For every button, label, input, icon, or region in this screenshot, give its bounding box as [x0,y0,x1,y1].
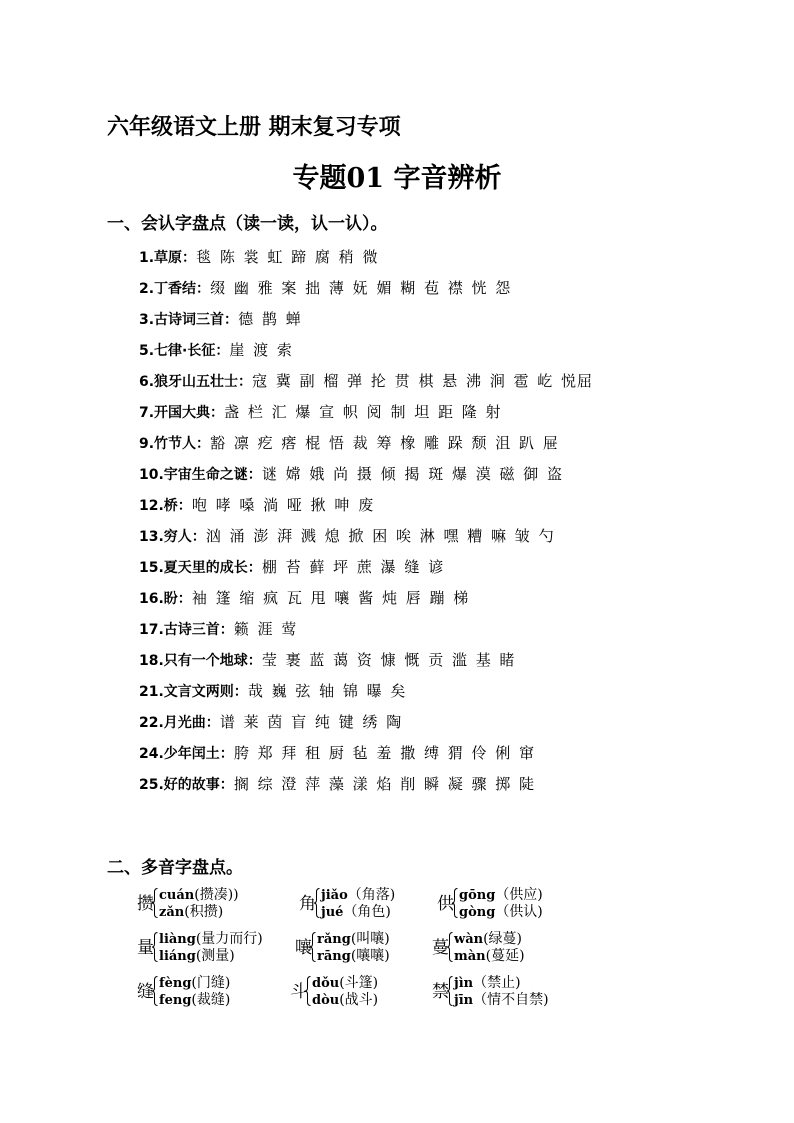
lesson-label: 16.盼： [139,591,192,607]
lesson-label: 1.草原： [139,250,197,266]
example-word: （供认) [495,904,543,920]
lesson-list [139,246,769,804]
reading-line [159,930,263,947]
lesson-row [139,556,769,587]
lesson-chars: 寇 冀 副 榴 弹 抡 贯 棋 悬 沸 涧 雹 屹 悦屈 [252,372,594,390]
lesson-row [139,618,769,649]
reading-line [454,947,525,964]
lesson-row [139,711,769,742]
reading-line [321,886,395,903]
lesson-label: 25.好的故事： [139,777,234,793]
reading-line [312,974,378,991]
pinyin: gōng [459,888,496,903]
lesson-label: 18.只有一个地球： [139,653,262,669]
polyphone-char: 斗 [290,982,307,1002]
lesson-chars: 盏 栏 汇 爆 宣 帜 阅 制 坦 距 隆 射 [224,403,502,421]
reading-line [312,991,378,1008]
reading-line [454,991,549,1008]
pinyin: liàng [159,932,196,947]
lesson-row [139,587,769,618]
lesson-label: 5.七律·长征： [139,343,230,359]
reading-line [454,930,525,947]
lesson-label: 6.狼牙山五壮士： [139,374,253,390]
example-word: (测量) [195,948,235,964]
pinyin: dǒu [312,976,340,991]
polyphone-char: 缝 [137,982,154,1002]
example-word: （情不自禁) [473,992,549,1008]
reading-line [159,991,230,1008]
polyphone-char: 量 [137,938,154,958]
reading-line [459,903,543,920]
reading-line [159,886,239,903]
polyphone-char: 攒 [137,894,154,914]
pinyin: jiǎo [321,888,348,903]
pinyin: gòng [459,905,496,920]
pinyin: fèng [159,976,192,991]
section-1-heading: 一、会认字盘点（读一读，认一认）。 [107,214,388,234]
pinyin: dòu [312,993,340,1008]
example-word: (量力而行) [195,931,263,947]
lesson-row [139,401,769,432]
pinyin: rǎng [317,932,351,947]
reading-line [317,947,390,964]
lesson-label: 12.桥： [139,498,192,514]
lesson-row [139,742,769,773]
pinyin: jué [321,905,344,920]
example-word: (战斗) [339,992,379,1008]
lesson-row [139,494,769,525]
lesson-chars: 谱 莱 茵 盲 纯 键 绣 陶 [219,713,403,731]
brace-icon [452,888,457,918]
document-title: 专题01 字音辨析 [292,163,502,194]
example-word: (门缝) [191,975,231,991]
example-word: （角落) [347,887,396,903]
brace-icon [152,888,157,918]
lesson-chars: 哉 巍 弦 轴 锦 曝 矣 [247,682,407,700]
lesson-chars: 咆 哮 嗓 淌 哑 揪 呻 废 [191,496,375,514]
lesson-chars: 棚 苔 藓 坪 蔗 瀑 缝 谚 [261,558,445,576]
lesson-label: 22.月光曲： [139,715,220,731]
lesson-label: 21.文言文两则： [139,684,248,700]
lesson-chars: 豁 凛 疙 瘩 棍 悟 裁 筹 橡 雕 跺 颓 沮 趴 屉 [210,434,559,452]
pinyin: wàn [454,932,484,947]
lesson-label: 7.开国大典： [139,405,225,421]
pinyin: liáng [159,949,196,964]
reading-line [321,903,395,920]
lesson-chars: 搁 综 澄 萍 藻 漾 焰 削 瞬 凝 骤 掷 陡 [233,775,536,793]
reading-line [159,903,239,920]
pinyin: màn [454,949,486,964]
document-header: 六年级语文上册 期末复习专项 [107,114,401,140]
lesson-chars: 汹 涌 澎 湃 溅 熄 掀 困 唉 淋 嘿 糟 嘛 皱 勺 [205,527,555,545]
pinyin: rāng [317,949,351,964]
lesson-chars: 毯 陈 裳 虹 蹄 腐 稍 微 [196,248,379,266]
section-2-heading: 二、多音字盘点。 [107,858,243,878]
lesson-row [139,277,769,308]
example-word: (叫嚷) [350,931,390,947]
brace-icon [310,932,315,962]
lesson-row [139,308,769,339]
pinyin: feng [159,993,192,1008]
example-word: (裁缝) [191,992,231,1008]
reading-line [159,947,263,964]
lesson-chars: 崖 渡 索 [229,341,293,359]
brace-icon [447,932,452,962]
lesson-row [139,370,769,401]
lesson-row [139,525,769,556]
brace-icon [305,976,310,1006]
lesson-label: 3.古诗词三首： [139,312,239,328]
example-word: (嚷嚷) [350,948,390,964]
lesson-label: 9.竹节人： [139,436,211,452]
lesson-label: 24.少年闰土： [139,746,234,762]
polyphone-char: 蔓 [432,938,449,958]
lesson-row [139,463,769,494]
lesson-row [139,339,769,370]
pinyin: zǎn [159,905,185,920]
lesson-chars: 袖 篷 缩 疯 瓦 甩 嚷 酱 炖 唇 蹦 梯 [191,589,470,607]
polyphone-char: 嚷 [295,938,312,958]
lesson-chars: 谜 嫦 娥 尚 摄 倾 揭 斑 爆 漠 磁 御 盗 [261,465,564,483]
lesson-chars: 胯 郑 拜 租 厨 毡 羞 撒 缚 猬 伶 俐 窜 [233,744,536,762]
lesson-chars: 籁 涯 莺 [233,620,298,638]
lesson-label: 15.夏天里的成长： [139,560,262,576]
lesson-label: 2.丁香结： [139,281,211,297]
lesson-chars: 莹 裹 蓝 蔼 资 慷 慨 贡 滥 基 睹 [261,651,516,669]
lesson-row [139,246,769,277]
example-word: （禁止) [473,975,521,991]
lesson-label: 17.古诗三首： [139,622,234,638]
example-word: （角色) [343,904,391,920]
example-word: (绿蔓) [483,931,523,947]
brace-icon [152,932,157,962]
polyphone-grid [137,886,657,1016]
polyphone-char: 角 [299,894,316,914]
pinyin: jìn [454,976,474,991]
example-word: (斗篷) [339,975,379,991]
lesson-row [139,773,769,804]
lesson-row [139,680,769,711]
brace-icon [447,976,452,1006]
lesson-chars: 缀 幽 雅 案 拙 薄 妩 媚 糊 苞 襟 恍 怨 [210,279,512,297]
example-word: (攒凑)) [194,887,239,903]
example-word: (积攒) [184,904,224,920]
lesson-row [139,649,769,680]
lesson-label: 10.宇宙生命之谜： [139,467,262,483]
lesson-chars: 德 鹊 蝉 [238,310,302,328]
pinyin: jīn [454,993,474,1008]
lesson-row [139,432,769,463]
reading-line [454,974,549,991]
brace-icon [314,888,319,918]
reading-line [159,974,230,991]
pinyin: cuán [159,888,195,903]
reading-line [459,886,543,903]
example-word: （供应) [495,887,543,903]
reading-line [317,930,390,947]
polyphone-char: 供 [437,894,454,914]
example-word: (蔓延) [485,948,525,964]
brace-icon [152,976,157,1006]
lesson-label: 13.穷人： [139,529,206,545]
polyphone-char: 禁 [432,982,449,1002]
